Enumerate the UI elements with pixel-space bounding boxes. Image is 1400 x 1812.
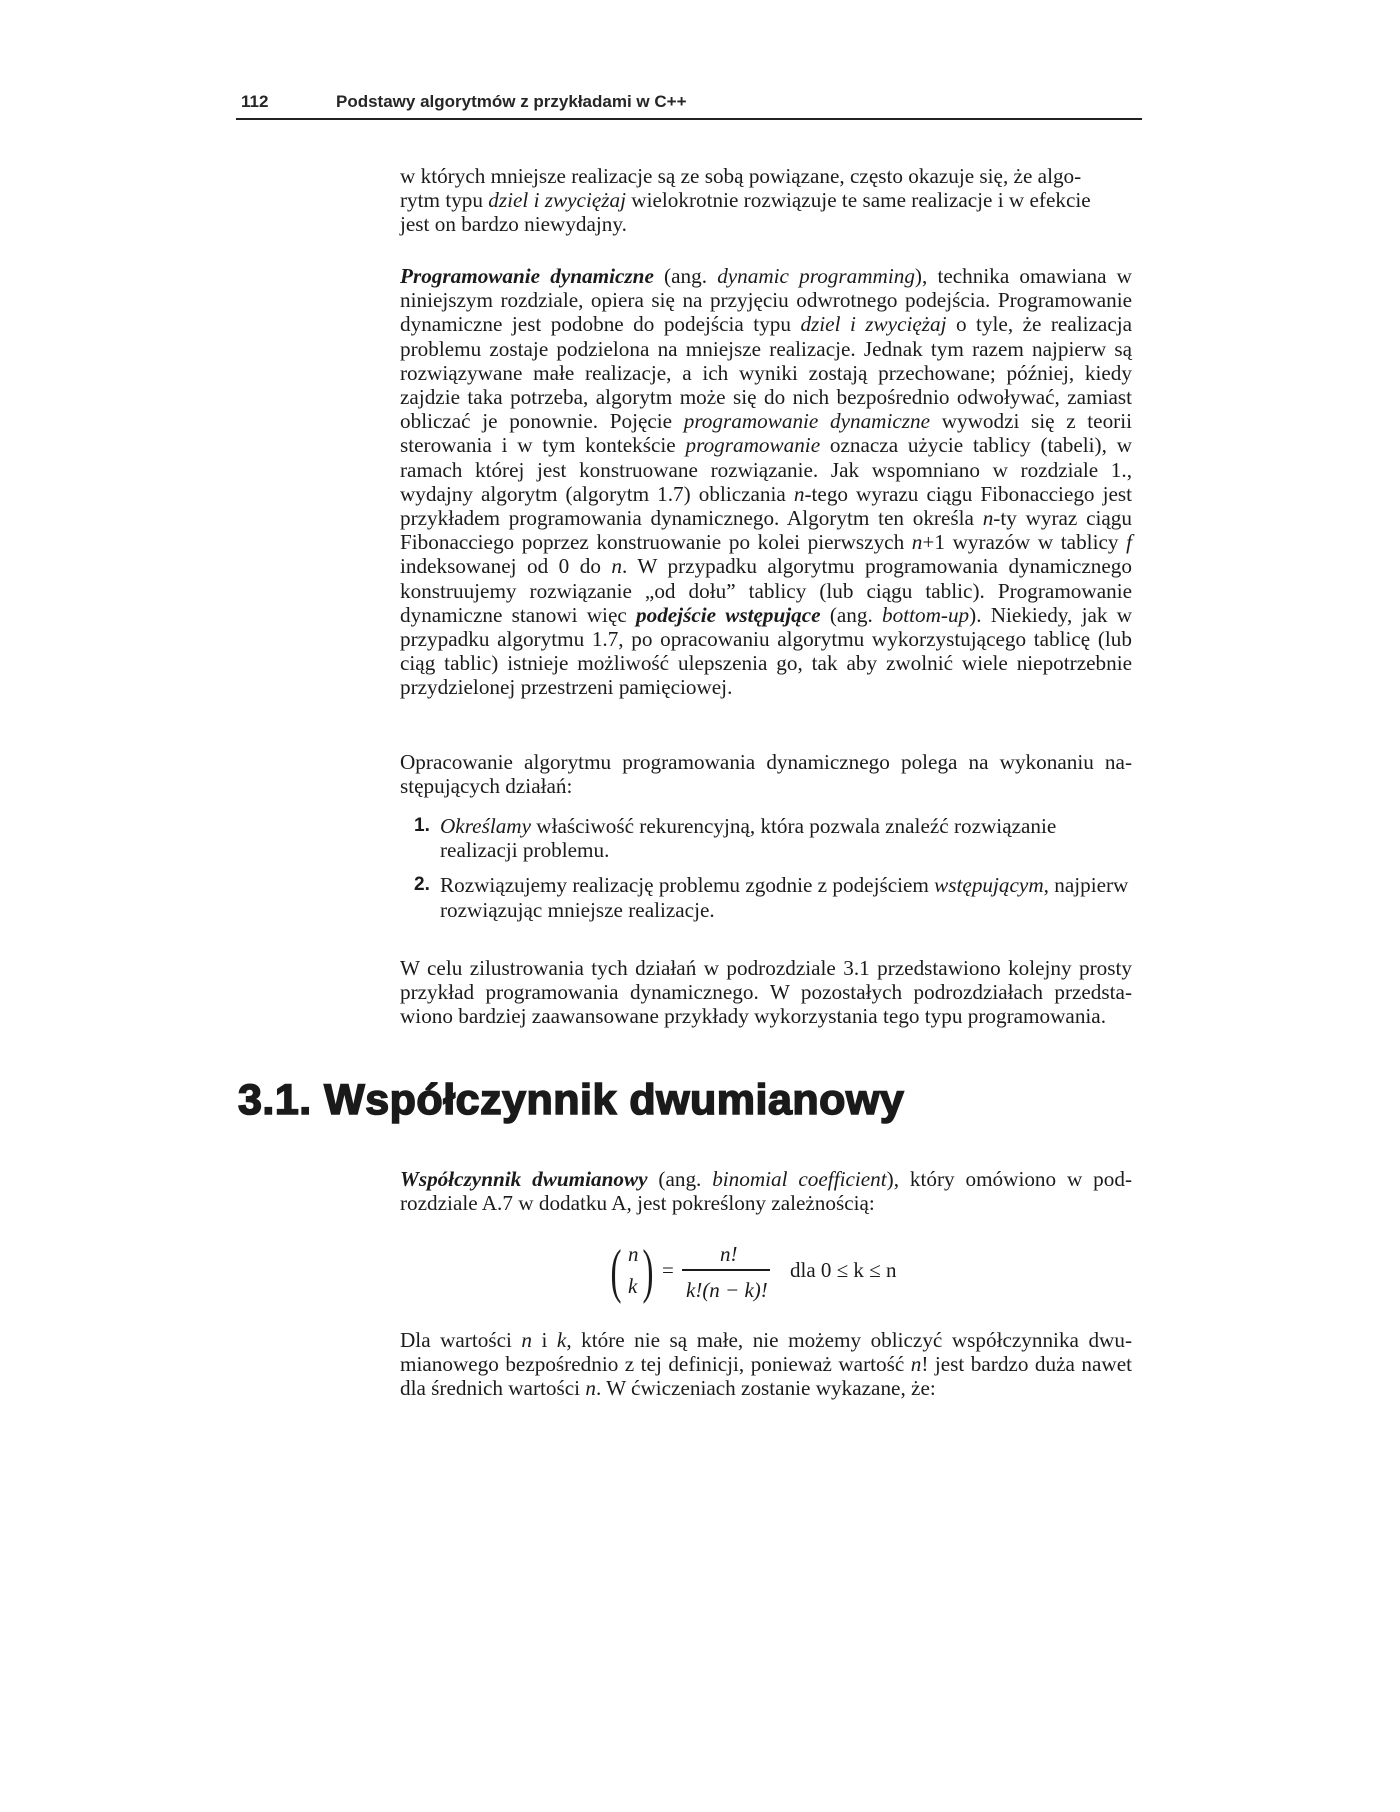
math-variable: f	[1126, 530, 1132, 555]
text-span: ), technika omawiana w niniejszym rozdziale, opiera się na przyjęciu odwrotnego podejścia. Programowanie dynamiczne jest podobne do podejścia typu	[400, 264, 1132, 337]
fraction-numerator: n!	[720, 1242, 738, 1266]
formula-condition: dla 0 ≤ k ≤ n	[790, 1258, 897, 1282]
list-number: 1.	[414, 815, 430, 836]
binomial-bottom: k	[628, 1274, 638, 1298]
text-span: ), który omówiono w podrozdziale A.7 w dodatku A, jest pokreślony zależnością:	[400, 1167, 1132, 1216]
italic-term: dziel i zwyciężaj	[800, 312, 947, 337]
italic-term: Określamy	[440, 814, 531, 838]
italic-term: wstępującym	[934, 873, 1044, 898]
text-span: wielokrotnie rozwiązuje te same realizacje i w efekcie	[625, 188, 1091, 213]
defined-term: podejście wstępujące	[636, 602, 821, 627]
text-span: Rozwiązujemy realizację problemu zgodnie z podejściem	[440, 873, 935, 898]
paragraph-text: Opracowanie algorytmu programowania dynamicznego polega na wykonaniu następujących działań:	[400, 750, 1132, 799]
text-span: o tyle, że realizacja problemu zostaje podzielona na mniejsze realizacje. Jednak tym razem najpierw są rozwiązywane małe realizacje, a ich wyniki zostają przechowane; później, kiedy zajdzie taka potrzeba, algorytm może się do nich bezpośrednio odwoływać, zamiast obliczać je ponownie. Pojęcie	[400, 312, 1133, 434]
defined-term: Współczynnik dwumianowy	[400, 1167, 648, 1191]
text-span: (ang.	[653, 264, 718, 288]
math-variable: n	[911, 530, 923, 555]
paragraph-illustration	[400, 956, 1132, 1029]
math-variable: n	[793, 481, 805, 506]
list-number: 2.	[414, 874, 430, 896]
paragraph-intro	[400, 164, 1132, 237]
math-variable: n	[611, 554, 623, 579]
paragraph-dynamic-programming	[400, 264, 1132, 700]
text-span: i	[531, 1328, 557, 1352]
text-span: oznacza użycie tablicy (tabeli), w ramach której jest konstruowane rozwiązanie. Jak wspomniano w rozdziale 1., wydajny algorytm (algorytm 1.7) obliczania	[400, 433, 1133, 506]
text-span: indeksowanej od 0 do	[400, 554, 612, 579]
english-term: dynamic programming	[717, 264, 915, 288]
math-variable: k	[556, 1328, 567, 1352]
text-span: , najpierw rozwiązując mniejsze realizacje.	[440, 873, 1129, 922]
italic-term: programowanie dynamiczne	[683, 409, 931, 434]
paragraph-binomial	[400, 1167, 1132, 1215]
text-line: jest on bardzo niewydajny.	[400, 212, 627, 237]
defined-term: Programowanie dynamiczne	[400, 264, 654, 288]
text-span: . W przypadku algorytmu programowania dynamicznego konstruujemy rozwiązanie „od dołu” tablicy (lub ciągu tablic). Programowanie dynamiczne stanowi więc	[400, 554, 1132, 627]
text-span: Dla wartości	[400, 1328, 522, 1352]
math-variable: n	[982, 506, 994, 531]
paragraph-steps-intro	[400, 750, 1132, 798]
binomial-top: n	[628, 1242, 639, 1266]
text-span: (ang.	[647, 1167, 713, 1191]
right-parenthesis: )	[642, 1238, 654, 1304]
list-item	[400, 814, 1132, 862]
section-heading: 3.1. Współczynnik dwumianowy	[238, 1076, 905, 1124]
text-span: wywodzi się z teorii sterowania i w tym kontekście	[400, 409, 1133, 458]
text-span: rytm typu	[400, 188, 489, 213]
text-span: . W ćwiczeniach zostanie wykazane, że:	[595, 1376, 936, 1401]
left-parenthesis: (	[610, 1238, 622, 1304]
italic-term: programowanie	[685, 433, 821, 458]
english-term: bottom-up	[882, 602, 970, 627]
page-number: 112	[241, 92, 269, 111]
text-span: , które nie są małe, nie możemy obliczyć współczynnika dwumianowego bezpośrednio z tej definicji, ponieważ wartość	[400, 1328, 1132, 1377]
text-span: -ty wyraz ciągu Fibonacciego poprzez konstruowanie po kolei pierwszych	[400, 506, 1132, 555]
text-span: +1 wyrazów w tablicy	[922, 530, 1127, 555]
paragraph-text: W celu zilustrowania tych działań w podrozdziale 3.1 przedstawiono kolejny prosty przykład programowania dynamicznego. W pozostałych podrozdziałach przedstawiono bardziej zaawansowane przykłady wykorzystania tego typu programowania.	[400, 956, 1132, 1029]
english-term: binomial coefficient	[712, 1167, 887, 1191]
text-span: właściwość rekurencyjną, która pozwala znaleźć rozwiązanie realizacji problemu.	[440, 814, 1057, 863]
paragraph-large-values	[400, 1328, 1132, 1401]
text-span: -tego wyrazu ciągu Fibonacciego jest przykładem programowania dynamicznego. Algorytm ten określa	[400, 481, 1133, 531]
fraction-bar	[682, 1269, 770, 1271]
list-item	[400, 873, 1132, 921]
running-title: Podstawy algorytmów z przykładami w C++	[336, 92, 687, 111]
numbered-list	[400, 814, 1132, 933]
italic-term: dziel i zwyciężaj	[488, 188, 626, 213]
text-span: ! jest bardzo duża nawet dla średnich wartości	[400, 1352, 1132, 1401]
binomial-formula	[610, 1236, 940, 1316]
text-span: (ang.	[820, 602, 883, 627]
math-variable: n	[521, 1328, 532, 1352]
text-span: ). Niekiedy, jak w przypadku algorytmu 1.7, po opracowaniu algorytmu wykorzystującego tablicę (lub ciąg tablic) istnieje możliwość ulepszenia go, tak aby zwolnić wiele niepotrzebnie przydzielonej przestrzeni pamięciowej.	[400, 602, 1132, 700]
math-variable: n	[585, 1376, 596, 1401]
fraction-denominator: k!(n − k)!	[686, 1278, 768, 1302]
math-variable: n	[910, 1352, 922, 1377]
running-header	[236, 88, 1142, 120]
text-line: w których mniejsze realizacje są ze sobą powiązane, często okazuje się, że algo-	[400, 164, 1082, 188]
equals-sign: =	[662, 1258, 674, 1282]
